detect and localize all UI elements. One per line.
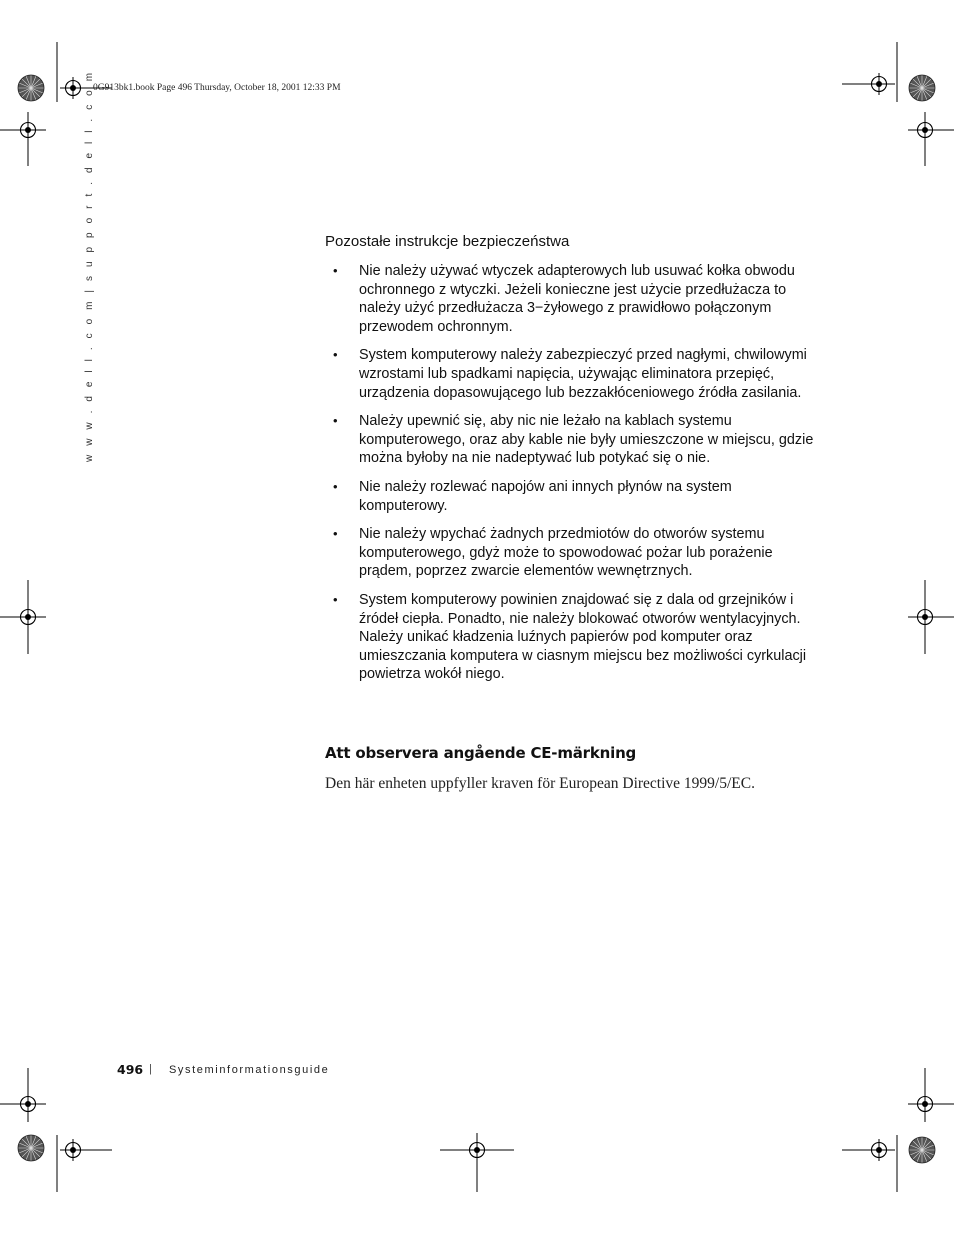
list-item: [330, 262, 815, 336]
bullet-icon: •: [333, 263, 338, 278]
list-item: [330, 591, 815, 684]
list-item: [330, 412, 815, 468]
section-title: Pozostałe instrukcje bezpieczeństwa: [325, 233, 570, 250]
bullet-icon: •: [333, 478, 338, 494]
list-item-text: Nie należy używać wtyczek adapterowych lub usuwać kołka obwodu ochronnego z wtyczki. Jeżeli konieczne jest użycie przedłużacza to należy użyć przedłużacza 3−żyłowego z prawidłowo połączonym przewodem ochronnym.: [359, 263, 795, 335]
footer-title: Systeminformationsguide: [169, 1064, 330, 1076]
list-item-text: System komputerowy należy zabezpieczyć przed nagłymi, chwilowymi wzrostami lub spadkami napięcia, używając eliminatora przepięć, urządzenia dopasowującego lub bezzakłóceniowego źródła zasilania.: [359, 347, 807, 401]
list-item: [330, 346, 815, 402]
list-item-text: Należy upewnić się, aby nic nie leżało na kablach systemu komputerowego, oraz aby kable nie były umieszczone w miejscu, gdzie można byłoby na nie nadeptywać lub potykać się o nie.: [359, 413, 814, 467]
list-item-text: Nie należy rozlewać napojów ani innych płynów na system komputerowy.: [359, 478, 732, 514]
footer-separator: |: [149, 1063, 152, 1075]
list-item: [330, 478, 815, 515]
bullet-icon: •: [333, 413, 338, 429]
list-item: [330, 525, 815, 581]
list-item-text: Nie należy wpychać żadnych przedmiotów do otworów systemu komputerowego, gdyż może to spowodować pożar lub porażenie prądem, poprzez zwarcie elementów wewnętrznych.: [359, 526, 773, 580]
bullet-icon: •: [333, 526, 338, 542]
bullet-icon: •: [333, 347, 338, 363]
print-header: 0G913bk1.book Page 496 Thursday, October 18, 2001 12:33 PM: [93, 83, 341, 93]
safety-instructions-list: [330, 262, 815, 694]
side-url: w w w . d e l l . c o m | s u p p o r t . d e l l . c o m: [84, 69, 95, 462]
ce-heading: Att observera angående CE-märkning: [325, 744, 637, 762]
bullet-icon: •: [333, 591, 338, 607]
list-item-text: System komputerowy powinien znajdować się z dala od grzejników i źródeł ciepła. Ponadto, nie należy blokować otworów wentylacyjnych. Należy unikać kładzenia luźnych papierów pod komputer oraz umieszczania komputera w ciasnym miejscu bez możliwości cyrkulacji powietrza wokół niego.: [359, 591, 807, 683]
ce-body-text: Den här enheten uppfyller kraven för European Directive 1999/5/EC.: [325, 775, 755, 792]
page-number: 496: [117, 1062, 144, 1077]
